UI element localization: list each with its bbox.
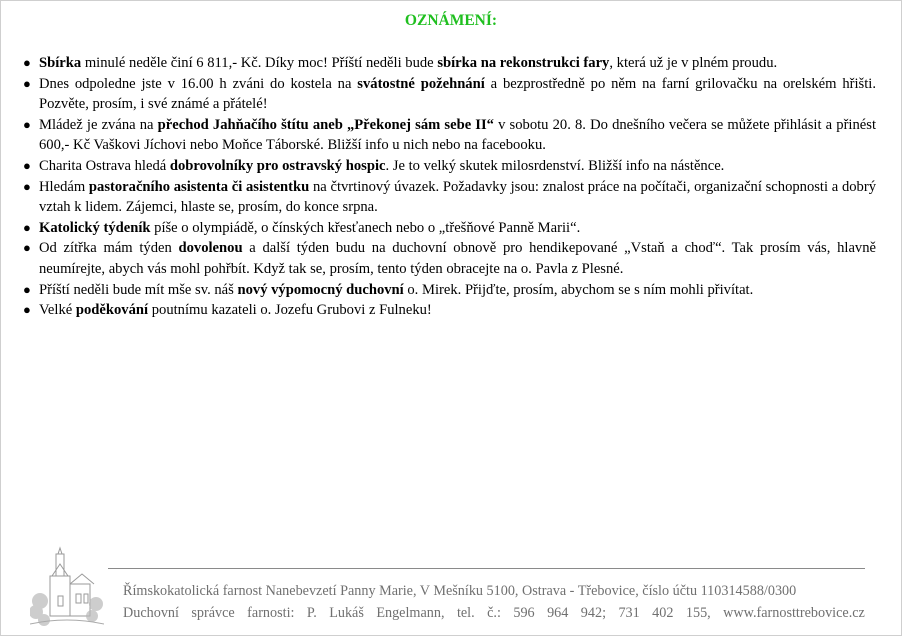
- footer-word: Duchovní: [123, 605, 179, 621]
- bullet-icon: ●: [23, 116, 31, 132]
- footer-word: Lukáš: [329, 605, 364, 621]
- announcement-highlight: dovolenou: [178, 240, 243, 257]
- bullet-icon: ●: [23, 157, 31, 173]
- announcement-text: Velké: [39, 302, 76, 319]
- announcement-text: a bezprostředně po něm na farní grilovačku na orelském hřišti. Pozvěte, prosím, i své známé a přátelé!: [39, 75, 876, 113]
- announcement-item: [20, 280, 876, 301]
- announcement-item: [20, 177, 876, 218]
- bullet-icon: ●: [23, 178, 31, 194]
- footer-word: 402: [652, 605, 674, 621]
- announcement-highlight: přechod Jahňačího štítu aneb „Překonej sám sebe II“: [157, 116, 494, 133]
- footer-word: www.farnosttrebovice.cz: [723, 605, 865, 621]
- footer-word: č.:: [487, 605, 501, 621]
- bullet-icon: ●: [23, 55, 31, 70]
- bullet-icon: ●: [23, 219, 31, 235]
- announcement-item: [20, 156, 876, 177]
- footer-word: tel.: [456, 605, 475, 621]
- footer-word: 155,: [685, 605, 711, 621]
- footer-word: 731: [618, 605, 640, 621]
- announcement-highlight: pastoračního asistenta či asistentku: [88, 178, 310, 195]
- footer-word: 942;: [580, 605, 607, 621]
- announcement-text: , která už je v plném proudu.: [609, 55, 778, 71]
- announcement-item: [20, 115, 876, 156]
- announcement-text: . Je to velký skutek milosrdenství. Bližší info na nástěnce.: [385, 157, 725, 174]
- announcement-text: Mládež je zvána na: [39, 116, 158, 133]
- bullet-icon: ●: [23, 75, 31, 91]
- announcement-item: [20, 300, 876, 321]
- announcement-text: píše o olympiádě, o čínských křesťanech nebo o „třešňové Panně Marii“.: [150, 219, 581, 236]
- bullet-icon: ●: [23, 240, 31, 256]
- bullet-icon: ●: [23, 302, 31, 318]
- footer-word: 964: [547, 605, 569, 621]
- footer-divider: [108, 568, 865, 569]
- announcement-text: Hledám: [39, 178, 89, 195]
- footer-word: Engelmann,: [376, 605, 445, 621]
- page-title: OZNÁMENÍ:: [404, 12, 498, 29]
- footer-parish-info: Římskokatolická farnost Nanebevzetí Panny Marie, V Mešníku 5100, Ostrava - Třebovice, číslo účtu 110314588/0300: [123, 583, 797, 599]
- footer-word: správce: [191, 605, 235, 621]
- bullet-icon: ●: [23, 281, 31, 297]
- announcement-list: [20, 53, 876, 321]
- announcement-item: [20, 218, 876, 239]
- announcement-item: [20, 238, 876, 279]
- announcement-highlight: Katolický týdeník: [39, 219, 151, 236]
- announcement-text: Dnes odpoledne jste v 16.00 h zváni do kostela na: [39, 75, 358, 92]
- announcement-highlight: Sbírka: [39, 55, 82, 71]
- announcement-highlight: poděkování: [75, 302, 149, 319]
- church-logo: [30, 546, 104, 630]
- announcement-text: v sobotu 20. 8. Do dnešního večera se můžete přihlásit a přinést 600,- Kč Vaškovi Jíchovi nebo Moňce Táborské. Bližší info u nich nebo na facebooku.: [39, 116, 876, 154]
- announcement-text: na čtvrtinový úvazek. Požadavky jsou: znalost práce na počítači, organizační schopnosti a dobrý vztah k lidem. Zájemci, hlaste se, prosím, do konce srpna.: [39, 178, 876, 216]
- announcement-text: poutnímu kazateli o. Jozefu Grubovi z Fulneku!: [148, 302, 432, 319]
- footer-word: P.: [306, 605, 317, 621]
- footer-word: farnosti:: [247, 605, 295, 621]
- announcement-highlight: nový výpomocný duchovní: [237, 281, 404, 298]
- announcement-highlight: dobrovolníky pro ostravský hospic: [169, 157, 386, 174]
- footer-contact-info: [123, 605, 865, 622]
- footer-word: 596: [513, 605, 535, 621]
- announcement-text: a další týden budu na duchovní obnově pro hendikepované „Vstaň a choď“. Tak prosím vás, hlavně neumírejte, abych vás mohl pohřbít. Když tak se, prosím, tento týden obracejte na o. Pavla z Plesné.: [39, 240, 876, 277]
- announcement-text: Charita Ostrava hledá: [39, 157, 170, 174]
- announcement-highlight: sbírka na rekonstrukci fary: [437, 55, 610, 71]
- announcement-text: Příští neděli bude mít mše sv. náš: [39, 281, 238, 298]
- announcement-highlight: svátostné požehnání: [357, 75, 485, 92]
- announcement-text: minulé neděle činí 6 811,- Kč. Díky moc! Příští neděli bude: [81, 55, 438, 71]
- announcement-text: Od zítřka mám týden: [39, 240, 179, 257]
- announcement-text: o. Mirek. Přijďte, prosím, abychom se s ním mohli přivítat.: [403, 281, 754, 298]
- announcement-item: [20, 53, 876, 74]
- announcement-item: [20, 74, 876, 115]
